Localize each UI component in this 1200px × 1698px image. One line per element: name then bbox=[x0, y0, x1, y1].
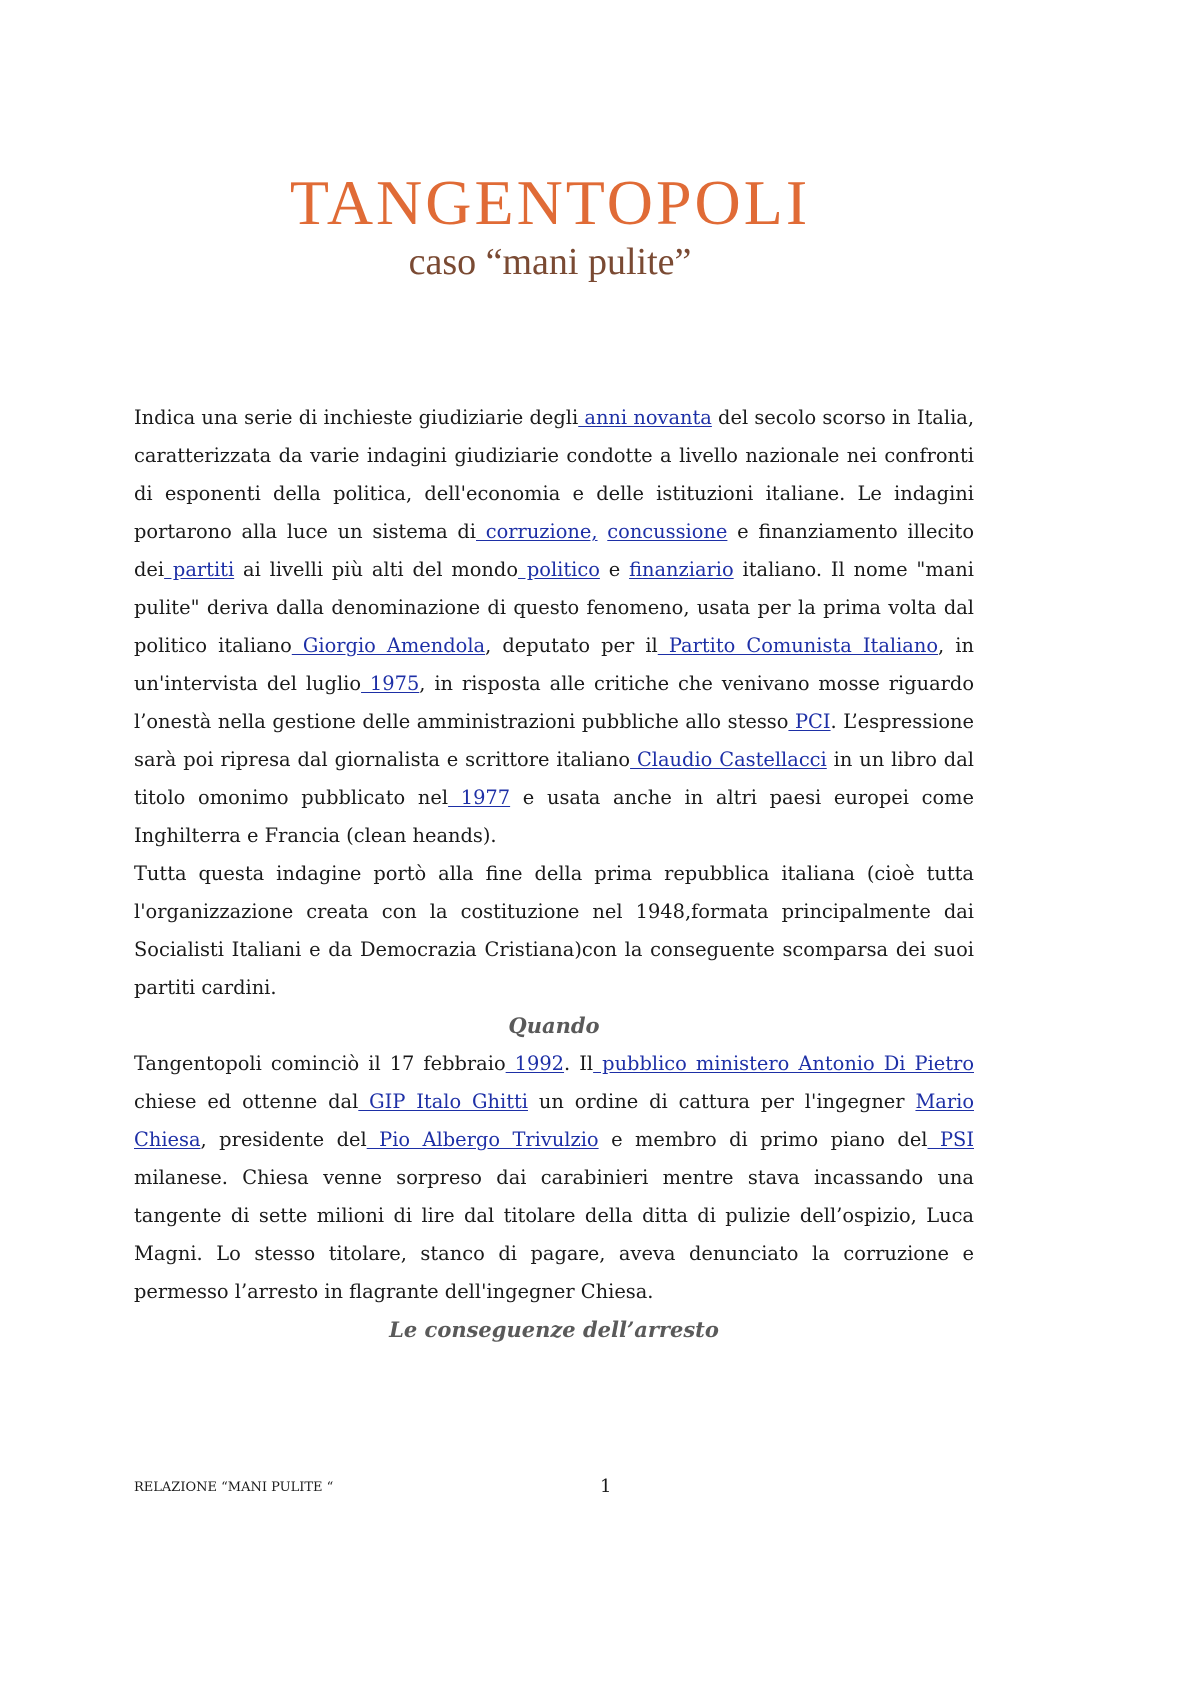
text-run: chiese ed ottenne dal bbox=[134, 1090, 359, 1113]
document-body bbox=[134, 399, 974, 1349]
link-anni-novanta[interactable]: anni novanta bbox=[578, 406, 712, 429]
section-heading-quando: Quando bbox=[508, 1013, 600, 1038]
link-antonio-di-pietro[interactable]: pubblico ministero Antonio Di Pietro bbox=[593, 1052, 974, 1075]
link-pci[interactable]: PCI bbox=[788, 710, 831, 733]
link-1975[interactable]: 1975 bbox=[361, 672, 420, 695]
link-concussione[interactable]: concussione bbox=[607, 520, 728, 543]
text-run: e finanziamento illecito dei bbox=[134, 520, 974, 581]
link-giorgio-amendola[interactable]: Giorgio Amendola bbox=[291, 634, 486, 657]
text-run: un ordine di cattura per l'ingegner bbox=[527, 1090, 916, 1113]
text-run bbox=[598, 520, 608, 543]
page-number: 1 bbox=[600, 1476, 612, 1497]
heading-text: Le conseguenze dell’arresto bbox=[389, 1317, 719, 1342]
section-heading-conseguenze bbox=[134, 1311, 974, 1349]
document-subtitle: caso “mani pulite” bbox=[408, 241, 692, 283]
link-corruzione[interactable]: corruzione, bbox=[476, 520, 598, 543]
text-run: ai livelli più alti del mondo bbox=[234, 558, 519, 581]
text-run: e membro di primo piano del bbox=[598, 1128, 928, 1151]
text-run: Indica una serie di inchieste giudiziarie degli bbox=[134, 406, 579, 429]
text-run: . L’espressione sarà poi ripresa dal giornalista e scrittore italiano bbox=[134, 710, 974, 771]
link-finanziario[interactable]: finanziario bbox=[629, 558, 734, 581]
document-title: TANGENTOPOLI bbox=[289, 167, 811, 238]
link-1992[interactable]: 1992 bbox=[505, 1052, 565, 1075]
text-run: , in un'intervista del luglio bbox=[134, 634, 974, 695]
text-run: , presidente del bbox=[200, 1128, 367, 1151]
text-run: Tangentopoli cominciò il 17 febbraio bbox=[134, 1052, 506, 1075]
text-run: del secolo scorso in Italia, caratterizzata da varie indagini giudiziarie condotte a livello nazionale nei confronti di esponenti della politica, dell'economia e delle istituzioni italiane. Le indagini portarono alla luce un sistema di bbox=[134, 406, 974, 543]
link-partito-comunista-italiano[interactable]: Partito Comunista Italiano bbox=[657, 634, 939, 657]
paragraph-intro bbox=[134, 399, 974, 855]
link-gip-italo-ghitti[interactable]: GIP Italo Ghitti bbox=[358, 1090, 528, 1113]
text-run: e usata anche in altri paesi europei come Inghilterra e Francia (clean heands). bbox=[134, 786, 974, 847]
link-1977[interactable]: 1977 bbox=[448, 786, 511, 809]
link-pio-albergo-trivulzio[interactable]: Pio Albergo Trivulzio bbox=[366, 1128, 599, 1151]
text-run: in un libro dal titolo omonimo pubblicato nel bbox=[134, 748, 974, 809]
link-partiti[interactable]: partiti bbox=[164, 558, 235, 581]
paragraph-quando bbox=[134, 1045, 974, 1311]
text-run: , in risposta alle critiche che venivano mosse riguardo l’onestà nella gestione delle amministrazioni pubbliche allo stesso bbox=[134, 672, 975, 733]
link-psi[interactable]: PSI bbox=[927, 1128, 974, 1151]
text-run: , deputato per il bbox=[485, 634, 658, 657]
link-claudio-castellacci[interactable]: Claudio Castellacci bbox=[630, 748, 827, 771]
link-politico[interactable]: politico bbox=[518, 558, 600, 581]
text-run: e bbox=[599, 558, 630, 581]
text-run: milanese. Chiesa venne sorpreso dai carabinieri mentre stava incassando una tangente di sette milioni di lire dal titolare della ditta di pulizie dell’ospizio, Luca Magni. Lo stesso titolare, stanco di pagare, aveva denunciato la corruzione e permesso l’arresto in flagrante dell'ingegner Chiesa. bbox=[134, 1166, 974, 1303]
text-run: italiano. Il nome "mani pulite" deriva dalla denominazione di questo fenomeno, usata per la prima volta dal politico italiano bbox=[134, 558, 974, 657]
paragraph-prima-repubblica: Tutta questa indagine portò alla fine della prima repubblica italiana (cioè tutta l'organizzazione creata con la costituzione nel 1948,formata principalmente dai Socialisti Italiani e da Democrazia Cristiana)con la conseguente scomparsa dei suoi partiti cardini. bbox=[134, 862, 974, 999]
text-run: . Il bbox=[564, 1052, 594, 1075]
footer-label: RELAZIONE “MANI PULITE “ bbox=[134, 1480, 334, 1495]
link-mario-chiesa[interactable]: Mario Chiesa bbox=[134, 1090, 974, 1151]
